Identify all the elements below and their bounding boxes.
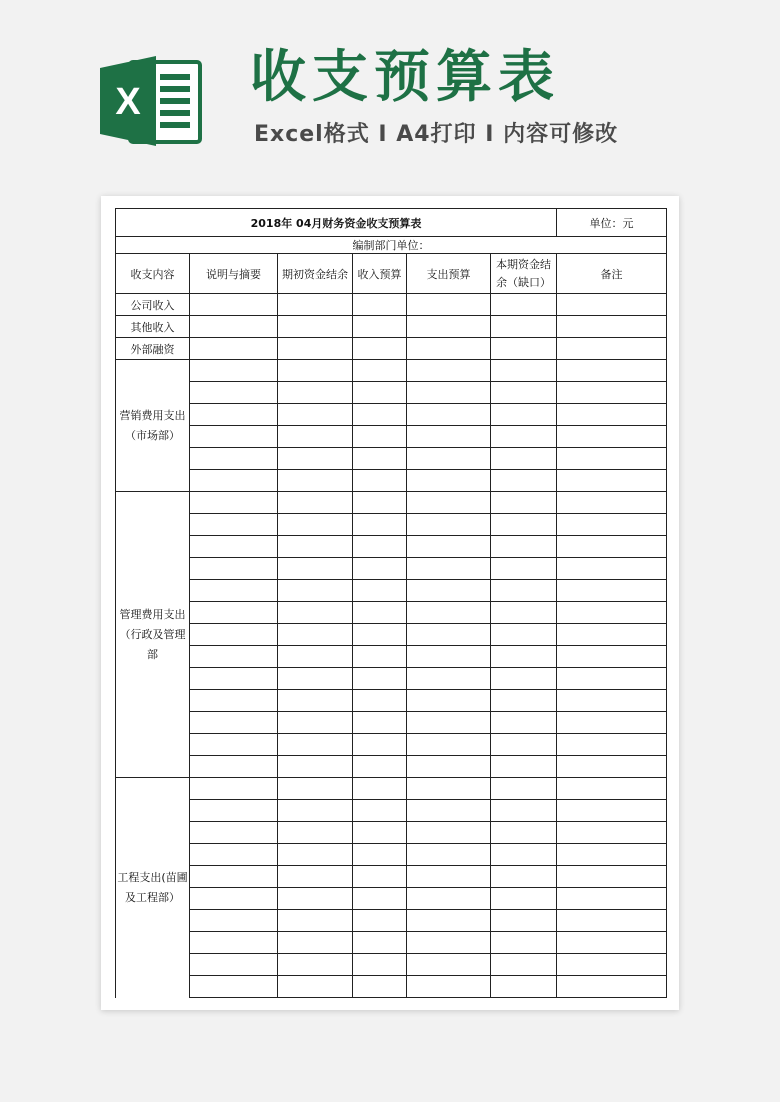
budget-table — [115, 208, 667, 998]
table-cell[interactable] — [557, 866, 667, 888]
table-cell[interactable] — [353, 602, 407, 624]
table-cell[interactable] — [190, 954, 278, 976]
table-cell[interactable] — [190, 910, 278, 932]
table-cell[interactable] — [353, 360, 407, 382]
table-cell[interactable] — [353, 932, 407, 954]
table-cell[interactable] — [557, 448, 667, 470]
table-row — [116, 844, 667, 866]
table-cell[interactable] — [557, 976, 667, 998]
table-cell[interactable] — [353, 910, 407, 932]
table-cell[interactable] — [407, 976, 491, 998]
table-cell[interactable] — [190, 932, 278, 954]
table-cell[interactable] — [353, 580, 407, 602]
table-cell[interactable] — [353, 492, 407, 514]
row-label: 外部融资 — [116, 338, 190, 360]
sheet-title: 2018年 04月财务资金收支预算表 — [116, 209, 557, 237]
table-cell[interactable] — [407, 426, 491, 448]
table-cell[interactable] — [407, 734, 491, 756]
table-cell[interactable] — [407, 514, 491, 536]
table-cell[interactable] — [190, 888, 278, 910]
table-cell[interactable] — [491, 404, 557, 426]
table-cell[interactable] — [557, 338, 667, 360]
table-cell[interactable] — [353, 294, 407, 316]
dept-label: 编制部门单位： — [116, 237, 667, 254]
table-cell[interactable] — [491, 800, 557, 822]
budget-sheet — [115, 208, 667, 998]
table-cell[interactable] — [407, 404, 491, 426]
table-row — [116, 426, 667, 448]
table-row — [116, 624, 667, 646]
table-cell[interactable] — [190, 668, 278, 690]
table-cell[interactable] — [353, 448, 407, 470]
table-cell[interactable] — [190, 404, 278, 426]
table-row — [116, 316, 667, 338]
table-cell[interactable] — [557, 382, 667, 404]
table-cell[interactable] — [557, 932, 667, 954]
table-cell[interactable] — [491, 866, 557, 888]
table-row — [116, 866, 667, 888]
table-cell[interactable] — [491, 316, 557, 338]
table-cell[interactable] — [491, 470, 557, 492]
table-cell[interactable] — [278, 514, 353, 536]
page-title: 收支预算表 — [250, 45, 560, 110]
table-row — [116, 734, 667, 756]
table-cell[interactable] — [557, 536, 667, 558]
table-cell[interactable] — [557, 668, 667, 690]
table-cell[interactable] — [353, 734, 407, 756]
table-row — [116, 602, 667, 624]
table-cell[interactable] — [190, 338, 278, 360]
table-cell[interactable] — [557, 756, 667, 778]
category-label: 营销费用支出（市场部） — [116, 360, 190, 492]
table-row — [116, 712, 667, 734]
header-cell: 本期资金结余（缺口） — [491, 254, 557, 294]
table-row — [116, 448, 667, 470]
table-row — [116, 492, 667, 514]
unit-label: 单位：元 — [557, 209, 667, 237]
table-row — [116, 646, 667, 668]
table-cell[interactable] — [407, 844, 491, 866]
table-cell[interactable] — [407, 558, 491, 580]
table-cell[interactable] — [278, 338, 353, 360]
table-cell[interactable] — [278, 558, 353, 580]
table-cell[interactable] — [557, 492, 667, 514]
table-cell[interactable] — [278, 294, 353, 316]
table-cell[interactable] — [407, 536, 491, 558]
table-cell[interactable] — [278, 646, 353, 668]
table-cell[interactable] — [407, 624, 491, 646]
table-cell[interactable] — [557, 558, 667, 580]
table-row — [116, 888, 667, 910]
table-cell[interactable] — [353, 646, 407, 668]
table-cell[interactable] — [491, 514, 557, 536]
table-cell[interactable] — [407, 668, 491, 690]
header-cell: 收入预算 — [353, 254, 407, 294]
table-cell[interactable] — [491, 382, 557, 404]
table-cell[interactable] — [407, 602, 491, 624]
table-cell[interactable] — [278, 492, 353, 514]
table-cell[interactable] — [278, 844, 353, 866]
table-cell[interactable] — [557, 910, 667, 932]
table-cell[interactable] — [278, 866, 353, 888]
table-row — [116, 668, 667, 690]
category-label: 工程支出(苗圃及工程部） — [116, 778, 190, 998]
table-cell[interactable] — [278, 426, 353, 448]
table-cell[interactable] — [557, 580, 667, 602]
table-cell[interactable] — [557, 800, 667, 822]
table-cell[interactable] — [190, 316, 278, 338]
table-cell[interactable] — [407, 360, 491, 382]
table-cell[interactable] — [557, 712, 667, 734]
table-row — [116, 778, 667, 800]
table-cell[interactable] — [190, 514, 278, 536]
table-cell[interactable] — [190, 360, 278, 382]
table-cell[interactable] — [278, 910, 353, 932]
table-cell[interactable] — [190, 294, 278, 316]
table-cell[interactable] — [353, 712, 407, 734]
table-cell[interactable] — [491, 668, 557, 690]
table-cell[interactable] — [557, 470, 667, 492]
table-cell[interactable] — [407, 580, 491, 602]
table-cell[interactable] — [557, 734, 667, 756]
table-cell[interactable] — [353, 866, 407, 888]
table-cell[interactable] — [491, 844, 557, 866]
table-cell[interactable] — [278, 712, 353, 734]
table-cell[interactable] — [190, 734, 278, 756]
table-cell[interactable] — [557, 778, 667, 800]
table-cell[interactable] — [278, 448, 353, 470]
table-cell[interactable] — [491, 910, 557, 932]
table-cell[interactable] — [407, 910, 491, 932]
table-row — [116, 338, 667, 360]
table-cell[interactable] — [278, 690, 353, 712]
table-cell[interactable] — [491, 778, 557, 800]
table-cell[interactable] — [407, 470, 491, 492]
table-cell[interactable] — [190, 558, 278, 580]
row-label: 其他收入 — [116, 316, 190, 338]
header-cell: 收支内容 — [116, 254, 190, 294]
table-cell[interactable] — [353, 822, 407, 844]
table-cell[interactable] — [278, 470, 353, 492]
document-page — [101, 196, 679, 1010]
table-cell[interactable] — [353, 536, 407, 558]
table-cell[interactable] — [491, 976, 557, 998]
table-cell[interactable] — [407, 492, 491, 514]
table-cell[interactable] — [190, 536, 278, 558]
category-label: 管理费用支出（行政及管理部 — [116, 492, 190, 778]
table-cell[interactable] — [190, 580, 278, 602]
table-cell[interactable] — [190, 470, 278, 492]
header-row — [116, 254, 667, 294]
table-cell[interactable] — [278, 316, 353, 338]
table-cell[interactable] — [491, 426, 557, 448]
table-cell[interactable] — [353, 558, 407, 580]
table-cell[interactable] — [491, 448, 557, 470]
table-cell[interactable] — [557, 316, 667, 338]
table-row — [116, 580, 667, 602]
table-cell[interactable] — [491, 602, 557, 624]
table-row — [116, 558, 667, 580]
table-row — [116, 800, 667, 822]
table-cell[interactable] — [491, 954, 557, 976]
table-cell[interactable] — [407, 756, 491, 778]
table-cell[interactable] — [407, 382, 491, 404]
table-cell[interactable] — [353, 888, 407, 910]
table-cell[interactable] — [557, 624, 667, 646]
table-cell[interactable] — [353, 426, 407, 448]
table-row — [116, 756, 667, 778]
table-cell[interactable] — [557, 404, 667, 426]
table-cell[interactable] — [278, 800, 353, 822]
table-row — [116, 536, 667, 558]
table-cell[interactable] — [278, 888, 353, 910]
table-cell[interactable] — [557, 426, 667, 448]
table-cell[interactable] — [353, 624, 407, 646]
table-cell[interactable] — [190, 690, 278, 712]
table-cell[interactable] — [278, 404, 353, 426]
table-cell[interactable] — [557, 294, 667, 316]
table-cell[interactable] — [353, 954, 407, 976]
table-cell[interactable] — [278, 734, 353, 756]
table-cell[interactable] — [190, 778, 278, 800]
table-row — [116, 822, 667, 844]
table-cell[interactable] — [278, 756, 353, 778]
table-cell[interactable] — [407, 338, 491, 360]
table-cell[interactable] — [491, 822, 557, 844]
table-row — [116, 360, 667, 382]
table-cell[interactable] — [353, 844, 407, 866]
table-cell[interactable] — [557, 514, 667, 536]
table-cell[interactable] — [491, 690, 557, 712]
dept-row — [116, 237, 667, 254]
title-row — [116, 209, 667, 237]
table-cell[interactable] — [353, 668, 407, 690]
table-cell[interactable] — [491, 756, 557, 778]
table-cell[interactable] — [557, 844, 667, 866]
table-cell[interactable] — [278, 668, 353, 690]
table-cell[interactable] — [353, 338, 407, 360]
table-cell[interactable] — [407, 888, 491, 910]
excel-icon — [100, 56, 204, 146]
table-cell[interactable] — [491, 558, 557, 580]
table-row — [116, 514, 667, 536]
table-cell[interactable] — [557, 602, 667, 624]
table-cell[interactable] — [278, 624, 353, 646]
table-cell[interactable] — [557, 360, 667, 382]
table-cell[interactable] — [407, 822, 491, 844]
table-cell[interactable] — [557, 646, 667, 668]
banner — [0, 0, 780, 185]
table-cell[interactable] — [353, 690, 407, 712]
table-cell[interactable] — [353, 382, 407, 404]
table-cell[interactable] — [278, 360, 353, 382]
table-cell[interactable] — [353, 514, 407, 536]
table-cell[interactable] — [353, 316, 407, 338]
table-cell[interactable] — [407, 294, 491, 316]
table-cell[interactable] — [407, 866, 491, 888]
table-cell[interactable] — [491, 624, 557, 646]
table-cell[interactable] — [278, 602, 353, 624]
table-row — [116, 294, 667, 316]
table-cell[interactable] — [278, 954, 353, 976]
table-cell[interactable] — [407, 932, 491, 954]
table-cell[interactable] — [491, 734, 557, 756]
table-row — [116, 932, 667, 954]
table-cell[interactable] — [491, 338, 557, 360]
table-cell[interactable] — [407, 316, 491, 338]
table-cell[interactable] — [557, 690, 667, 712]
table-row — [116, 954, 667, 976]
table-row — [116, 382, 667, 404]
table-cell[interactable] — [491, 492, 557, 514]
row-label: 公司收入 — [116, 294, 190, 316]
table-cell[interactable] — [190, 866, 278, 888]
table-cell[interactable] — [190, 976, 278, 998]
table-cell[interactable] — [557, 954, 667, 976]
table-cell[interactable] — [278, 778, 353, 800]
table-cell[interactable] — [491, 888, 557, 910]
table-cell[interactable] — [407, 690, 491, 712]
table-cell[interactable] — [491, 712, 557, 734]
table-row — [116, 910, 667, 932]
table-cell[interactable] — [190, 712, 278, 734]
table-cell[interactable] — [190, 602, 278, 624]
table-cell[interactable] — [491, 360, 557, 382]
header-cell: 备注 — [557, 254, 667, 294]
table-cell[interactable] — [491, 932, 557, 954]
excel-logo-letter: X — [115, 81, 141, 123]
table-cell[interactable] — [407, 800, 491, 822]
table-row — [116, 690, 667, 712]
table-cell[interactable] — [190, 492, 278, 514]
table-cell[interactable] — [190, 382, 278, 404]
table-cell[interactable] — [190, 426, 278, 448]
table-cell[interactable] — [190, 822, 278, 844]
table-cell[interactable] — [407, 778, 491, 800]
table-cell[interactable] — [353, 404, 407, 426]
table-cell[interactable] — [407, 954, 491, 976]
table-cell[interactable] — [278, 382, 353, 404]
table-cell[interactable] — [278, 822, 353, 844]
table-cell[interactable] — [353, 778, 407, 800]
table-cell[interactable] — [278, 932, 353, 954]
header-cell: 支出预算 — [407, 254, 491, 294]
table-cell[interactable] — [190, 844, 278, 866]
table-cell[interactable] — [491, 294, 557, 316]
table-cell[interactable] — [190, 800, 278, 822]
table-cell[interactable] — [353, 800, 407, 822]
table-row — [116, 404, 667, 426]
table-cell[interactable] — [407, 448, 491, 470]
table-cell[interactable] — [278, 976, 353, 998]
table-cell[interactable] — [491, 536, 557, 558]
table-cell[interactable] — [557, 822, 667, 844]
header-cell: 说明与摘要 — [190, 254, 278, 294]
table-cell[interactable] — [190, 646, 278, 668]
table-cell[interactable] — [353, 470, 407, 492]
table-cell[interactable] — [278, 536, 353, 558]
header-cell: 期初资金结余 — [278, 254, 353, 294]
table-cell[interactable] — [407, 712, 491, 734]
table-cell[interactable] — [491, 580, 557, 602]
table-cell[interactable] — [491, 646, 557, 668]
table-cell[interactable] — [278, 580, 353, 602]
table-cell[interactable] — [190, 448, 278, 470]
table-row — [116, 976, 667, 998]
table-cell[interactable] — [407, 646, 491, 668]
table-cell[interactable] — [190, 624, 278, 646]
table-cell[interactable] — [353, 756, 407, 778]
table-cell[interactable] — [190, 756, 278, 778]
table-cell[interactable] — [557, 888, 667, 910]
table-row — [116, 470, 667, 492]
table-cell[interactable] — [353, 976, 407, 998]
page-subtitle: Excel格式 I A4打印 I 内容可修改 — [254, 122, 619, 147]
